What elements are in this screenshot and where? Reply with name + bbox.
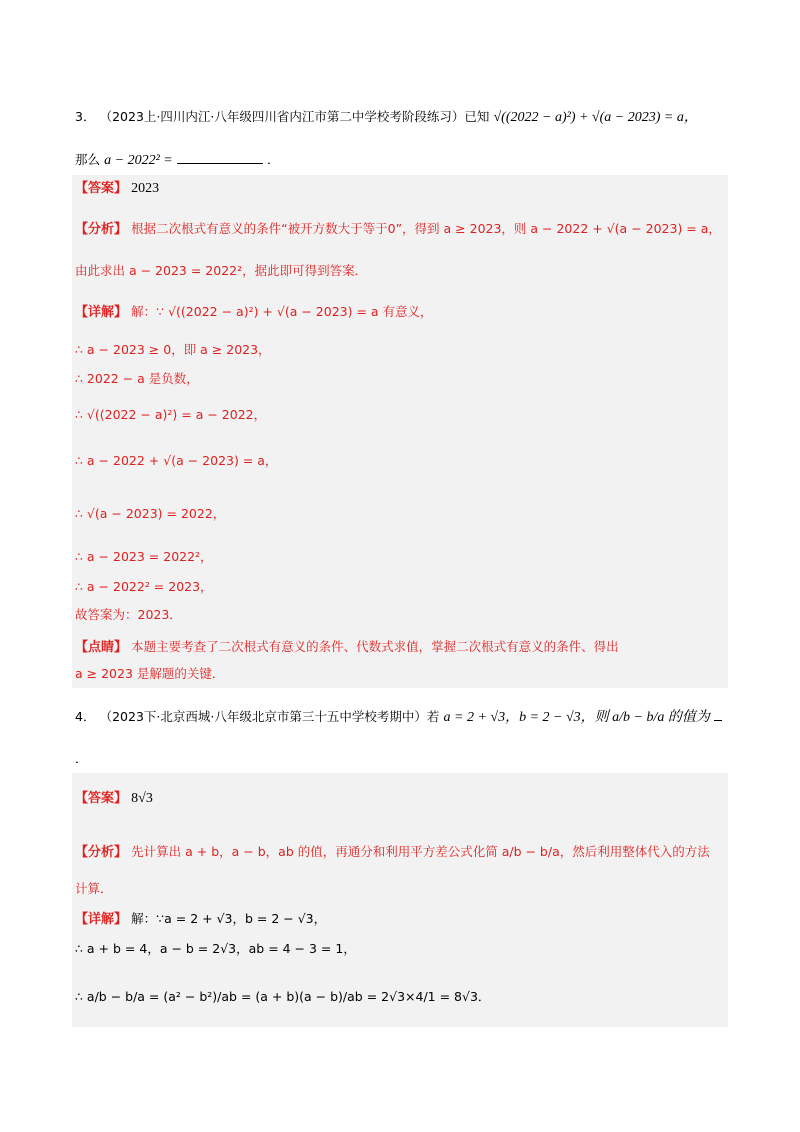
q4-detail-line3 [75, 988, 728, 1007]
q4-number: 4． [75, 709, 96, 724]
q3-line2-prefix: 那么 [75, 152, 101, 167]
q4-answer-line [75, 790, 728, 808]
q4-detail-text1: 解：∵a = 2 + √3，b = 2 − √3， [131, 911, 327, 926]
q3-detail-line5 [75, 452, 728, 471]
q3-detail-line6 [75, 505, 728, 524]
analysis-tag: 【分析】 [75, 845, 128, 860]
q3-detail-line4 [75, 406, 728, 425]
q4-line2 [75, 750, 728, 769]
q3-detail-text8: ∴ a − 2022² = 2023， [75, 579, 213, 594]
q3-answer-blank [177, 151, 263, 164]
q3-comment-text1: 本题主要考查了二次根式有意义的条件、代数式求值，掌握二次根式有意义的条件、得出 [131, 639, 619, 654]
q3-detail-text6: ∴ √(a − 2023) = 2022， [75, 506, 226, 521]
q4-end-dot: ． [75, 751, 88, 766]
q3-detail-line2 [75, 341, 728, 360]
q3-comment-line2 [75, 665, 728, 684]
q4-answer: 8√3 [131, 791, 153, 806]
q3-detail-line3 [75, 370, 728, 389]
q4-detail-line2 [75, 940, 728, 959]
q4-analysis-text1: 先计算出 a + b，a − b，ab 的值，再通分和利用平方差公式化简 a/b − b/a，然后利用整体代入的方法 [131, 844, 710, 859]
q4-line1 [75, 708, 728, 727]
q3-analysis-text1: 根据二次根式有意义的条件“被开方数大于等于0”，得到 a ≥ 2023，则 a − 2022 + √(a − 2023) = a， [131, 221, 721, 236]
q4-answer-blank [714, 708, 722, 721]
q3-analysis-line1 [75, 220, 728, 239]
q3-answer-line [75, 180, 728, 198]
q3-number: 3． [75, 109, 96, 124]
detail-tag: 【详解】 [75, 912, 128, 927]
q3-detail-text5: ∴ a − 2022 + √(a − 2023) = a， [75, 453, 278, 468]
q3-detail-text7: ∴ a − 2023 = 2022²， [75, 549, 213, 564]
detail-tag: 【详解】 [75, 305, 128, 320]
q3-detail-line8 [75, 578, 728, 597]
q3-line2-expr: a − 2022² = [104, 153, 173, 168]
q3-analysis-text2: 由此求出 a − 2023 = 2022²，据此即可得到答案． [75, 263, 368, 278]
q4-condition: a = 2 + √3，b = 2 − √3，则 a/b − b/a 的值为 [443, 710, 710, 725]
q4-analysis-line2 [75, 880, 728, 899]
q3-source: （2023上·四川内江·八年级四川省内江市第二中学校考阶段练习）已知 [99, 109, 490, 124]
q3-analysis-line2 [75, 262, 728, 281]
q3-line2 [75, 151, 728, 170]
answer-tag: 【答案】 [75, 181, 128, 196]
q4-analysis-line1 [75, 843, 728, 862]
q3-condition: √((2022 − a)²) + √(a − 2023) = a， [493, 110, 698, 125]
q4-detail-text3: ∴ a/b − b/a = (a² − b²)/ab = (a + b)(a − b)/ab = 2√3×4/1 = 8√3． [75, 989, 491, 1004]
q3-line1 [75, 108, 728, 127]
q3-answer: 2023 [131, 181, 160, 196]
q3-detail-text3: ∴ 2022 − a 是负数， [75, 371, 199, 386]
q3-detail-text2: ∴ a − 2023 ≥ 0，即 a ≥ 2023， [75, 342, 271, 357]
q4-detail-text2: ∴ a + b = 4，a − b = 2√3，ab = 4 − 3 = 1， [75, 941, 356, 956]
comment-tag: 【点睛】 [75, 640, 128, 655]
q3-detail-line7 [75, 548, 728, 567]
q3-detail-text9: 故答案为：2023． [75, 607, 182, 622]
q3-comment-text2: a ≥ 2023 是解题的关键． [75, 666, 225, 681]
q3-detail-text1: 解：∵ √((2022 − a)²) + √(a − 2023) = a 有意义， [131, 304, 433, 319]
q4-source: （2023下·北京西城·八年级北京市第三十五中学校考期中）若 [99, 709, 440, 724]
q4-detail-line1 [75, 910, 728, 929]
q4-analysis-text2: 计算． [75, 881, 113, 896]
q3-line2-end: ． [267, 152, 280, 167]
q3-comment-line1 [75, 638, 728, 657]
q3-detail-line1 [75, 303, 728, 322]
analysis-tag: 【分析】 [75, 222, 128, 237]
q3-detail-text4: ∴ √((2022 − a)²) = a − 2022， [75, 407, 267, 422]
q3-detail-line9 [75, 606, 728, 625]
answer-tag: 【答案】 [75, 791, 128, 806]
